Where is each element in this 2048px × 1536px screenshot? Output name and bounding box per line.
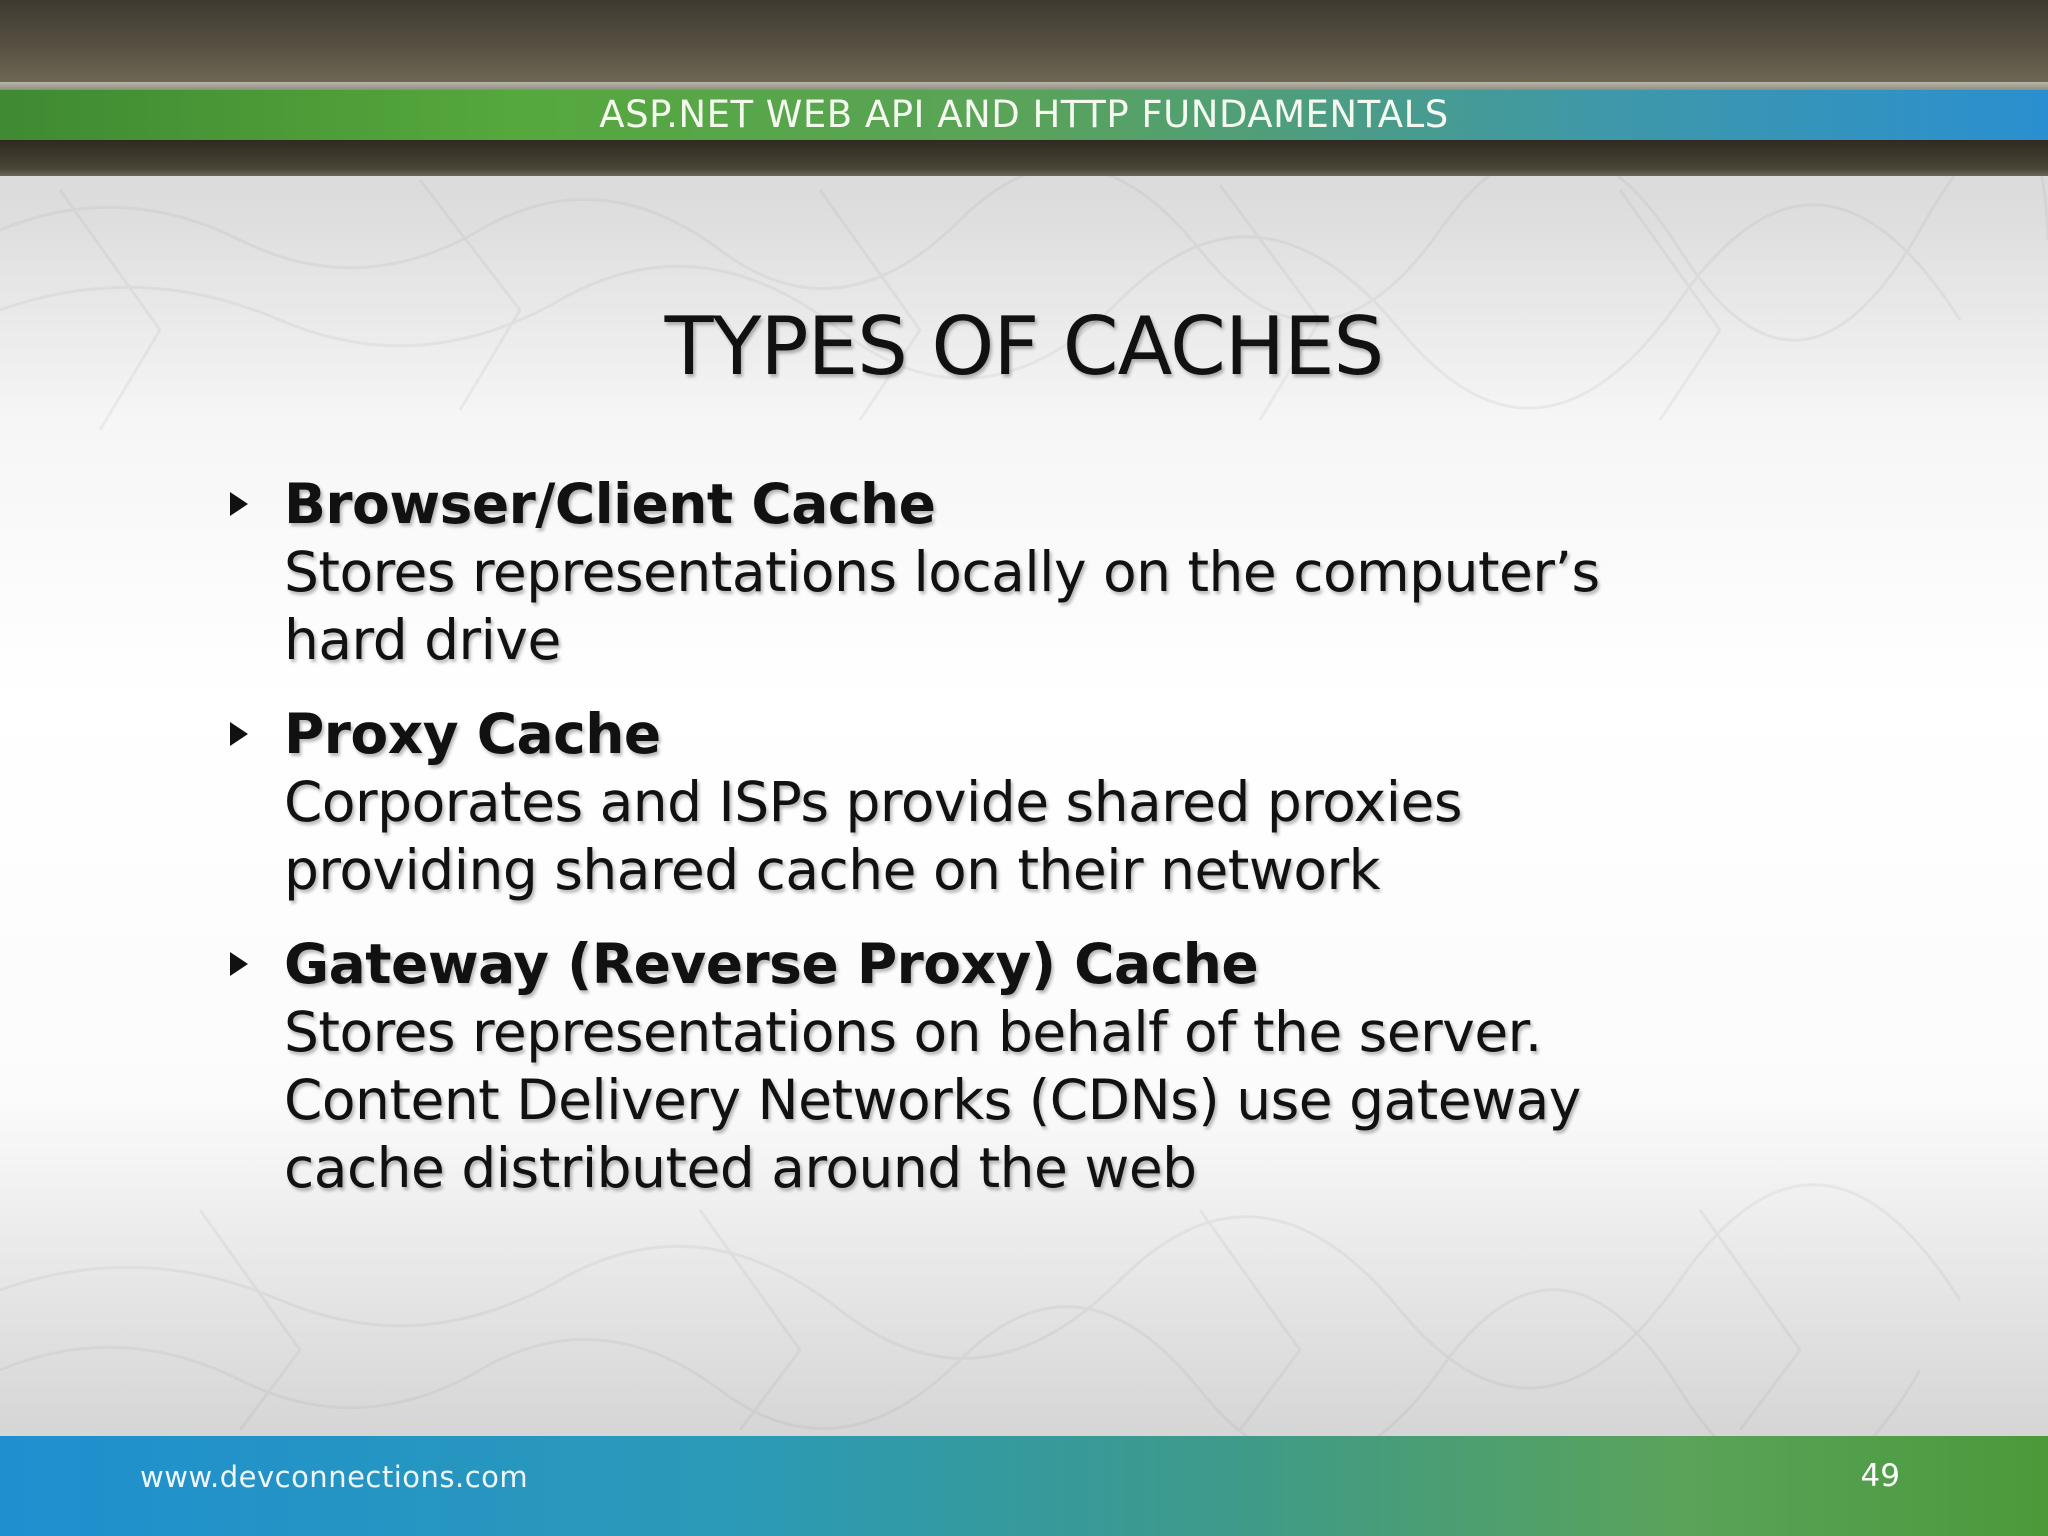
presentation-title: ASP.NET WEB API AND HTTP FUNDAMENTALS: [599, 93, 1449, 136]
bullet-text-line: Stores representations on behalf of the server.: [284, 1000, 1542, 1064]
slide-title: TYPES OF CACHES: [664, 300, 1384, 393]
bullet-heading: Browser/Client Cache: [284, 472, 936, 536]
bullet-text-line: Stores representations locally on the computer’s: [284, 540, 1600, 604]
bullet-text-line: cache distributed around the web: [284, 1136, 1197, 1200]
triangle-bullet-icon: [230, 952, 248, 976]
bullet-item-proxy-cache: [226, 700, 1786, 904]
top-bar-highlight: [0, 82, 2048, 90]
header-underband: [0, 140, 2048, 176]
bullet-text-line: Corporates and ISPs provide shared proxies: [284, 770, 1462, 834]
bullet-item-browser-cache: [226, 470, 1786, 674]
page-number: 49: [1860, 1458, 1900, 1494]
top-bar: [0, 0, 2048, 86]
bullet-text-line: Content Delivery Networks (CDNs) use gateway: [284, 1068, 1581, 1132]
bullet-heading: Gateway (Reverse Proxy) Cache: [284, 932, 1259, 996]
triangle-bullet-icon: [230, 722, 248, 746]
triangle-bullet-icon: [230, 492, 248, 516]
footer-url: www.devconnections.com: [140, 1460, 529, 1494]
bullet-text-line: providing shared cache on their network: [284, 838, 1380, 902]
bullet-list: [226, 470, 1786, 1228]
bullet-text-line: hard drive: [284, 608, 561, 672]
bullet-heading: Proxy Cache: [284, 702, 661, 766]
bullet-item-gateway-cache: [226, 930, 1786, 1202]
